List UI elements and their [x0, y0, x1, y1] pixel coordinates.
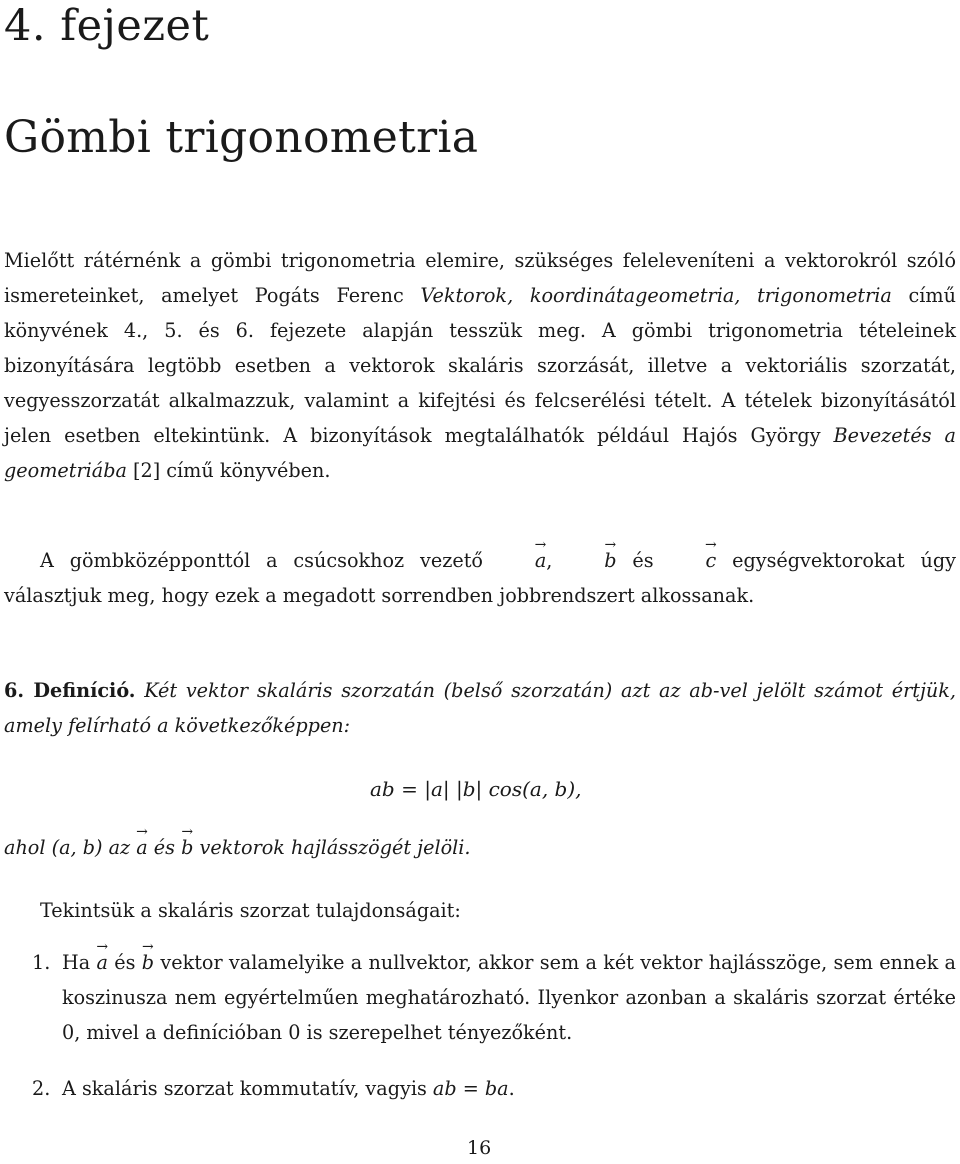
vector-b: b →	[142, 945, 154, 980]
page-number: 16	[467, 1137, 492, 1159]
properties-list	[32, 945, 956, 1106]
vector-c: c →	[669, 543, 716, 578]
list-number: 2.	[32, 1077, 51, 1100]
vector-a: a →	[96, 945, 107, 980]
commutativity-equation: ab = ba	[432, 1077, 509, 1100]
vector-a: a →	[499, 543, 546, 578]
unit-vectors-paragraph: A gömbközépponttól a csúcsokhoz vezető a →, b → és c → egységvektorokat úgy választjuk meg, hogy ezek a megadott sorrendben jobbrendszert alkossanak.	[4, 543, 956, 613]
definition-paragraph	[4, 673, 956, 743]
book-title-bevezetes: Bevezetés a geometriába	[4, 424, 956, 482]
vector-a: a →	[136, 830, 147, 865]
list-item: 1. Ha a → és b → vektor valamelyike a nullvektor, akkor sem a két vektor hajlásszöge, sem ennek a koszinusza nem egyértelműen meghatározható. Ilyenkor azonban a skaláris szorzat értéke 0, mivel a definícióban 0 is szerepelhet tényezőként.	[32, 945, 956, 1050]
vector-b: b →	[568, 543, 616, 578]
book-title-vektorok: Vektorok, koordinátageometria, trigonometria	[420, 284, 892, 307]
list-item: 2. A skaláris szorzat kommutatív, vagyis ab = ba.	[32, 1071, 956, 1106]
list-number: 1.	[32, 951, 51, 974]
definition-after: ahol (a, b) az a → és b → vektorok hajlásszögét jelöli.	[4, 830, 956, 865]
chapter-label: 4. fejezet	[4, 1, 210, 51]
properties-intro: Tekintsük a skaláris szorzat tulajdonságait:	[40, 899, 461, 922]
dot-product-formula: ab = |a| |b| cos(a, b),	[370, 777, 582, 801]
definition-body: Két vektor skaláris szorzatán (belső szorzatán) azt az ab-vel jelölt számot értjük, amely felírható a következőképpen:	[4, 679, 956, 737]
vector-b: b →	[181, 830, 193, 865]
intro-paragraph: Mielőtt rátérnénk a gömbi trigonometria elemire, szükséges feleleveníteni a vektorokról szóló ismereteinket, amelyet Pogáts Ferenc Vektorok, koordinátageometria, trigonometria című könyvének 4., 5. és 6. fejezete alapján tesszük meg. A gömbi trigonometria tételeinek bizonyítására legtöbb esetben a vektorok skaláris szorzását, illetve a vektoriális szorzatát, vegyesszorzatát alkalmazzuk, valamint a kifejtési és felcserélési tételt. A tételek bizonyításától jelen esetben eltekintünk. A bizonyítások megtalálhatók például Hajós György Bevezetés a geometriába [2] című könyvében.	[4, 249, 956, 482]
chapter-title: Gömbi trigonometria	[4, 112, 479, 163]
definition-heading: 6. Definíció.	[4, 679, 136, 702]
